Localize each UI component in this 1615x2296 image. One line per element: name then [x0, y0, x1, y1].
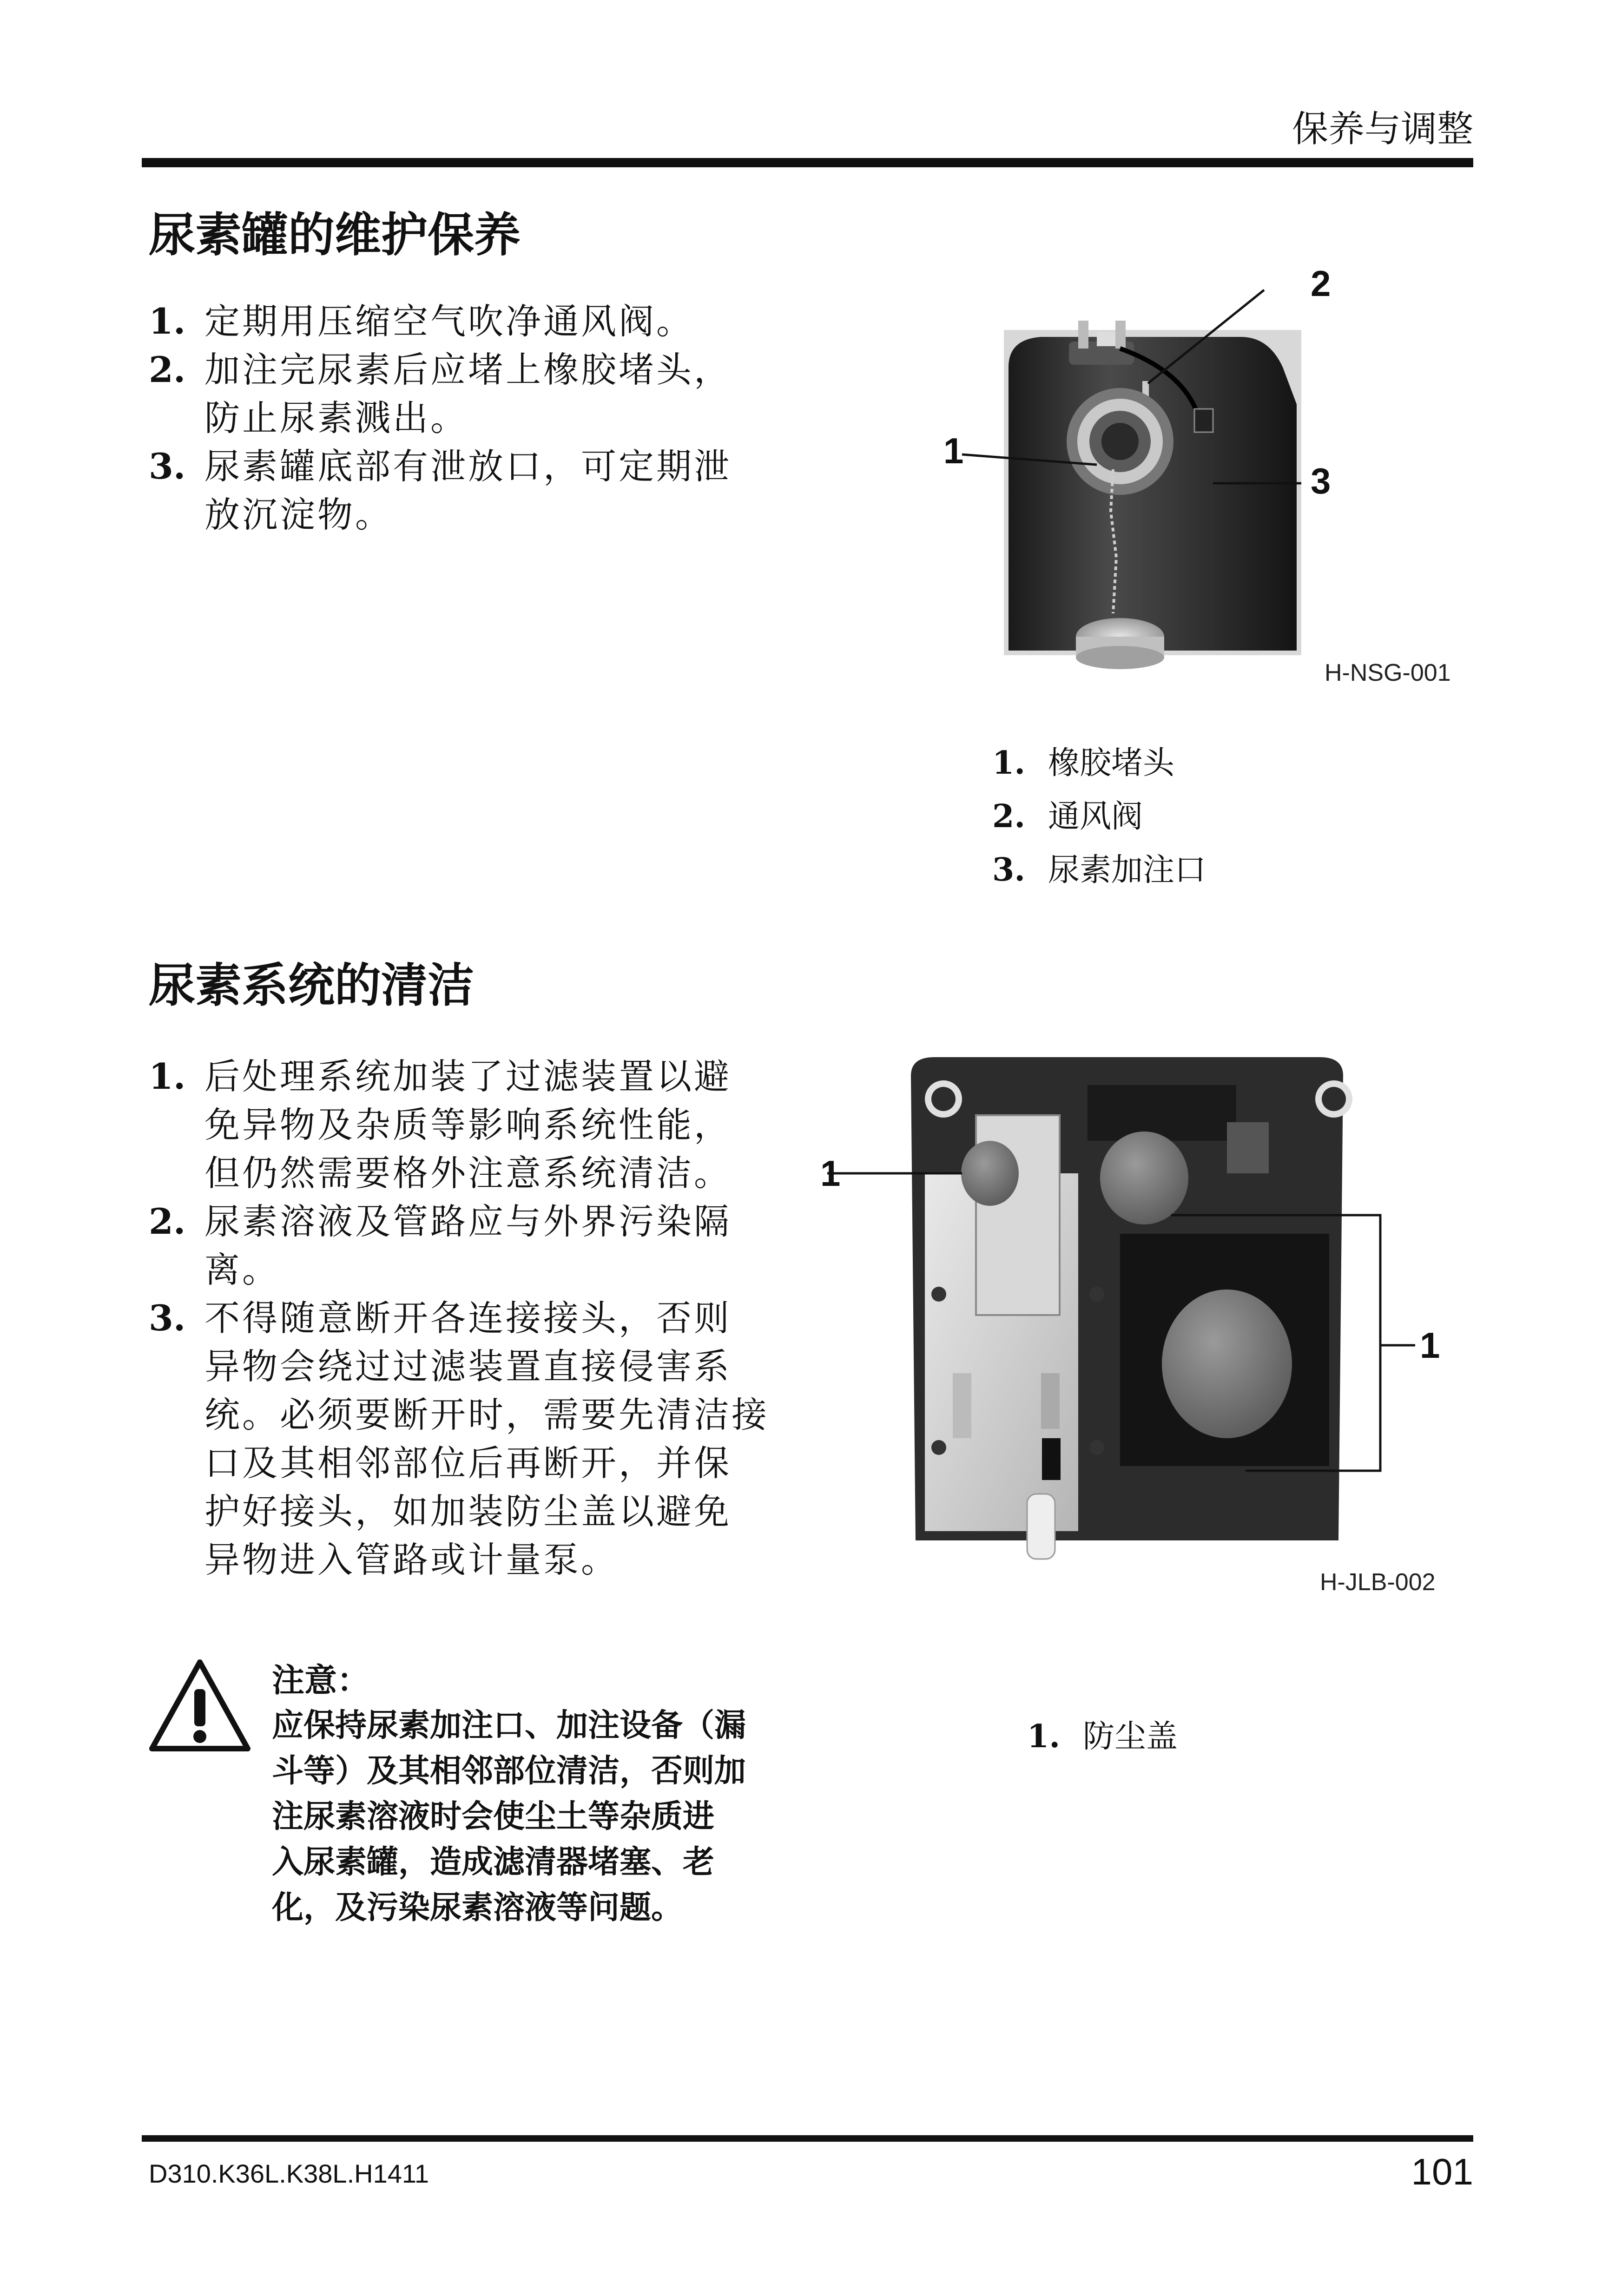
- item-line: 防止尿素溅出。: [204, 397, 468, 439]
- list-item: [149, 1197, 799, 1294]
- note-title: 注意：: [272, 1661, 369, 1699]
- item-line: 但仍然需要格外注意系统清洁。: [204, 1152, 732, 1194]
- callout-label: 1: [1420, 1325, 1440, 1366]
- note-line: 斗等）及其相邻部位清洁，否则加: [272, 1753, 746, 1789]
- figure-code: H-JLB-002: [1320, 1569, 1436, 1596]
- footer-rule: [142, 2135, 1473, 2142]
- item-line: 护好接头，如加装防尘盖以避免: [204, 1491, 732, 1532]
- item-line: 离。: [204, 1249, 280, 1290]
- item-line: 统。必须要断开时，需要先清洁接: [204, 1394, 769, 1435]
- note-line: 注尿素溶液时会使尘土等杂质进: [272, 1798, 715, 1835]
- figure-legend: [1027, 1710, 1178, 1763]
- legend-item: [992, 790, 1206, 843]
- legend-text: 尿素加注口: [1048, 852, 1206, 888]
- legend-text: 防尘盖: [1083, 1718, 1178, 1755]
- list-item: [149, 346, 799, 442]
- legend-item: [1027, 1710, 1178, 1763]
- item-number: 2.: [149, 349, 186, 390]
- note-line: 应保持尿素加注口、加注设备（漏: [272, 1707, 746, 1744]
- callout-label: 3: [1311, 461, 1331, 501]
- item-line: 尿素溶液及管路应与外界污染隔: [204, 1201, 732, 1242]
- item-line: 异物进入管路或计量泵。: [204, 1539, 619, 1580]
- item-number: 3.: [149, 446, 186, 487]
- figure-legend: [992, 737, 1206, 897]
- item-line: 免异物及杂质等影响系统性能，: [204, 1104, 732, 1145]
- page-number: 101: [1411, 2151, 1473, 2192]
- legend-number: 1.: [992, 744, 1025, 782]
- legend-text: 通风阀: [1048, 798, 1143, 835]
- section-heading-tank-maintenance: 尿素罐的维护保养: [149, 208, 521, 262]
- urea-tank-photo: [925, 251, 1483, 697]
- header-rule: [142, 158, 1473, 167]
- system-cleaning-steps: [149, 1053, 799, 1584]
- item-line: 尿素罐底部有泄放口，可定期泄: [204, 446, 732, 487]
- item-number: 1.: [149, 1056, 186, 1097]
- legend-item: [992, 843, 1206, 897]
- legend-number: 3.: [992, 851, 1025, 888]
- item-number: 2.: [149, 1201, 186, 1242]
- metering-pump-figure: [820, 1048, 1487, 1624]
- document-code: D310.K36L.K38L.H1411: [149, 2159, 429, 2188]
- note-line: 入尿素罐，造成滤清器堵塞、老: [272, 1844, 715, 1881]
- item-line: 定期用压缩空气吹净通风阀。: [204, 301, 694, 342]
- list-item: [149, 442, 799, 539]
- item-line: 异物会绕过过滤装置直接侵害系: [204, 1346, 732, 1387]
- item-line: 加注完尿素后应堵上橡胶堵头，: [204, 349, 732, 390]
- figure-code: H-NSG-001: [1325, 659, 1451, 686]
- note-line: 化，及污染尿素溶液等问题。: [272, 1889, 683, 1926]
- list-item: [149, 1294, 799, 1584]
- note-body: [272, 1703, 788, 1931]
- item-line: 放沉淀物。: [204, 494, 393, 535]
- legend-number: 1.: [1027, 1718, 1060, 1755]
- legend-number: 2.: [992, 798, 1025, 835]
- running-header: 保养与调整: [1292, 108, 1473, 150]
- item-line: 口及其相邻部位后再断开，并保: [204, 1442, 732, 1484]
- list-item: [149, 1053, 799, 1197]
- callout-label: 1: [820, 1153, 841, 1194]
- item-number: 3.: [149, 1297, 186, 1339]
- urea-tank-figure: [925, 251, 1483, 697]
- legend-item: [992, 737, 1206, 790]
- warning-icon: [146, 1657, 253, 1754]
- legend-text: 橡胶堵头: [1048, 745, 1175, 782]
- item-line: 不得随意断开各连接接头，否则: [204, 1297, 732, 1339]
- metering-pump-photo: [827, 1048, 1487, 1624]
- callout-label: 2: [1311, 263, 1331, 304]
- tank-maintenance-steps: [149, 297, 799, 539]
- callout-label: 1: [943, 430, 964, 471]
- item-number: 1.: [149, 301, 186, 342]
- section-heading-system-cleaning: 尿素系统的清洁: [149, 958, 474, 1013]
- item-line: 后处理系统加装了过滤装置以避: [204, 1056, 732, 1097]
- list-item: [149, 297, 799, 346]
